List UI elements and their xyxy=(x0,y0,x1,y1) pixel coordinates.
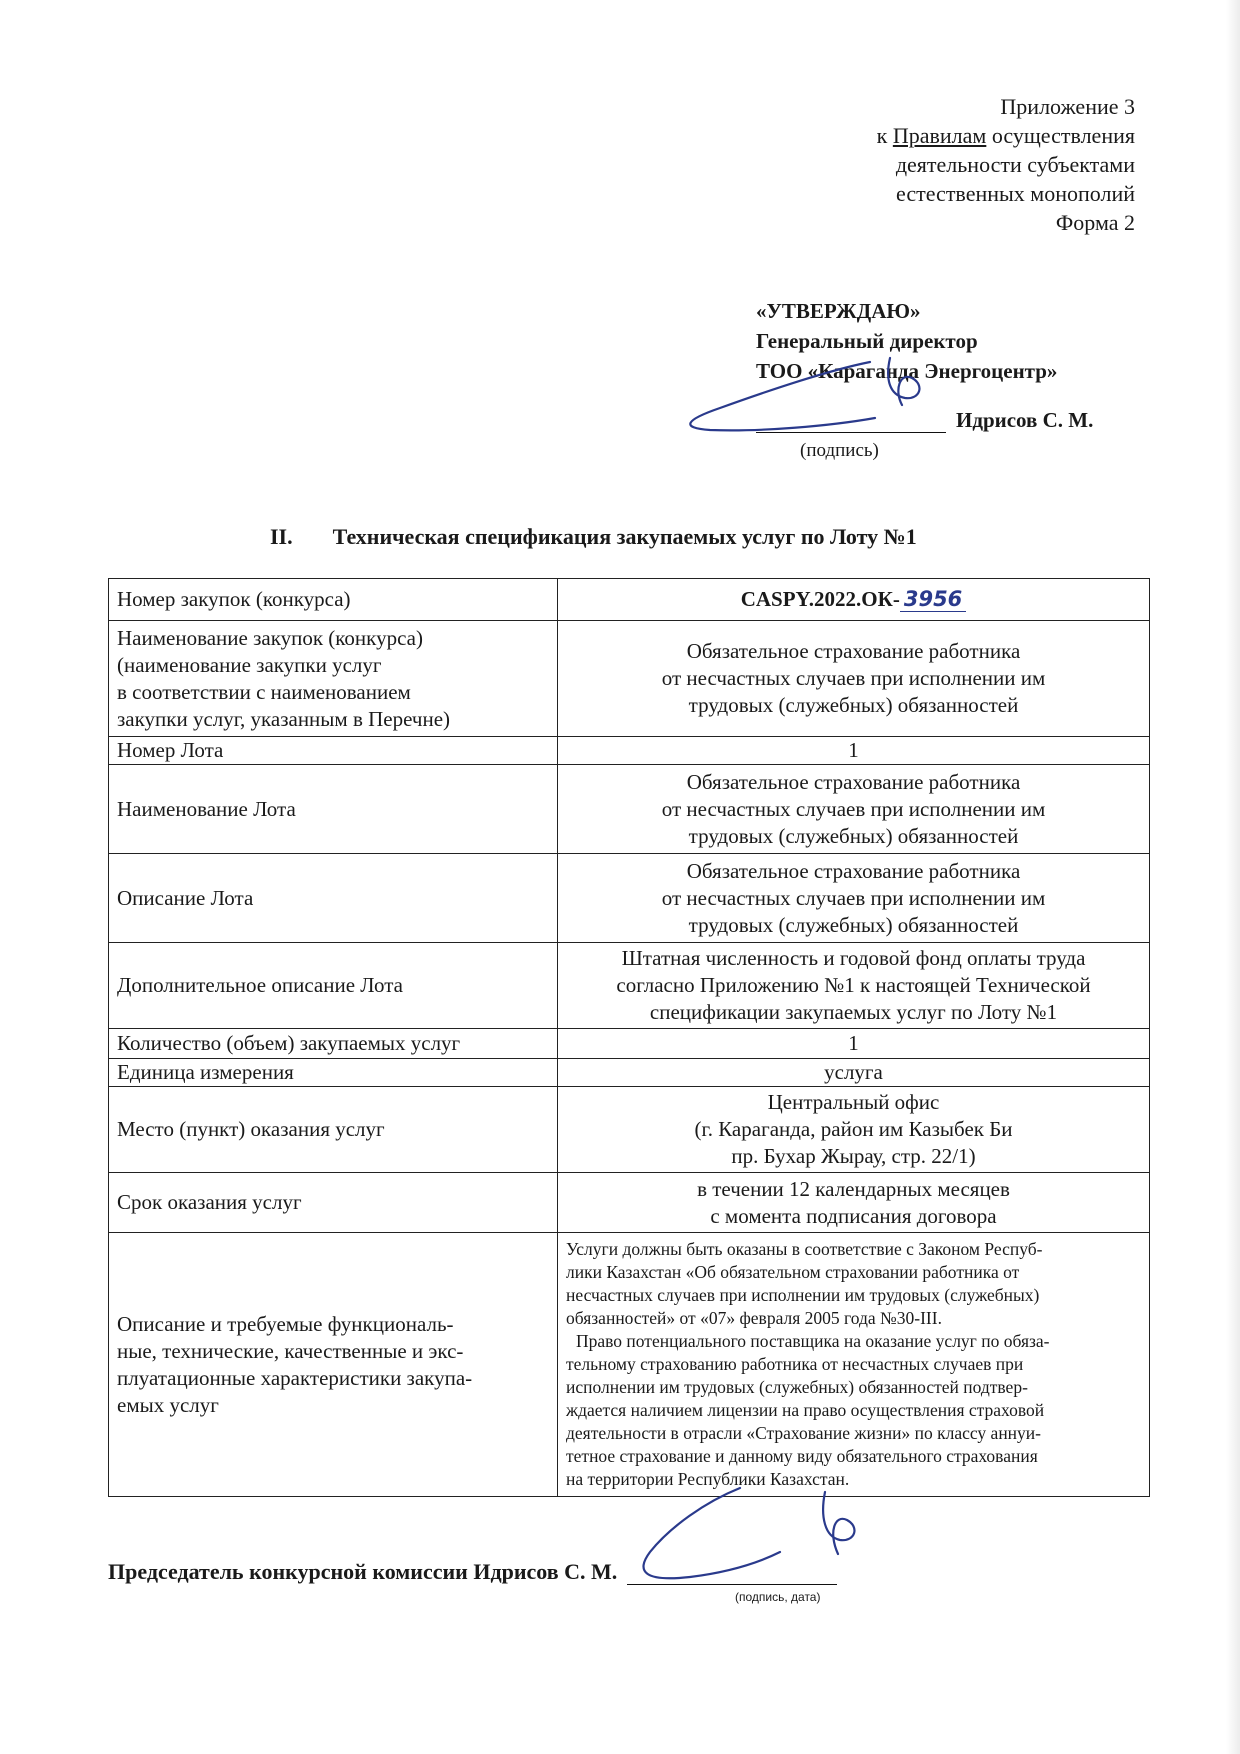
appendix-line-3: деятельности субъектами xyxy=(895,152,1135,177)
unit-value: услуга xyxy=(558,1059,1150,1087)
table-row xyxy=(109,737,1150,765)
chairman-signature-line xyxy=(627,1558,837,1585)
lot-additional-description-label: Дополнительное описание Лота xyxy=(109,943,558,1029)
quantity-value: 1 xyxy=(558,1029,1150,1059)
section-number: II. xyxy=(270,524,293,549)
lot-number-value: 1 xyxy=(558,737,1150,765)
service-location-label: Место (пункт) оказания услуг xyxy=(109,1087,558,1173)
approver-signature-caption: (подпись) xyxy=(800,440,879,461)
appendix-line-4: естественных монополий xyxy=(896,181,1135,206)
specification-table xyxy=(108,578,1150,1497)
table-row xyxy=(109,1029,1150,1059)
scan-edge-shadow xyxy=(1226,0,1240,1754)
approver-company: ТОО «Караганда Энергоцентр» xyxy=(756,359,1058,383)
table-row xyxy=(109,943,1150,1029)
lot-description-label: Описание Лота xyxy=(109,854,558,943)
section-heading xyxy=(270,524,917,550)
procurement-number-handwritten: 3956 xyxy=(900,587,966,612)
procurement-number-value: CASPY.2022.ОК- 3956 xyxy=(558,579,1150,621)
lot-name-label: Наименование Лота xyxy=(109,765,558,854)
form-number: Форма 2 xyxy=(1055,210,1135,235)
director-signature xyxy=(680,350,950,440)
table-row xyxy=(109,854,1150,943)
approver-name: Идрисов С. М. xyxy=(956,408,1094,432)
approve-label: «УТВЕРЖДАЮ» xyxy=(756,299,921,323)
service-requirements-label: Описание и требуемые функциональ- ные, технические, качественные и экс- плуатационные характеристики закупа- емых услуг xyxy=(109,1233,558,1497)
table-row xyxy=(109,579,1150,621)
appendix-number: Приложение 3 xyxy=(1000,94,1135,119)
appendix-header xyxy=(877,92,1135,237)
rules-link[interactable]: Правилам xyxy=(892,123,987,148)
approver-position: Генеральный директор xyxy=(756,329,978,353)
lot-description-value: Обязательное страхование работника от несчастных случаев при исполнении им трудовых (служебных) обязанностей xyxy=(558,854,1150,943)
chairman-signature-row xyxy=(108,1558,837,1585)
table-row xyxy=(109,765,1150,854)
procurement-name-label: Наименование закупок (конкурса) (наименование закупки услуг в соответствии с наименованием закупки услуг, указанным в Перечне) xyxy=(109,621,558,737)
service-requirements-value: Услуги должны быть оказаны в соответствие с Законом Респуб- лики Казахстан «Об обязательном страховании работника от несчастных случаев при исполнении им трудовых (служебных) обязанностей» от «07» февраля 2005 года №30-III. Право потенциального поставщика на оказание услуг по обяза- тельному страхованию работника от несчастных случаев при исполнении им трудовых (служебных) обязанностей подтвер- ждается наличием лицензии на право осуществления страховой деятельности в отрасли «Страхование жизни» по классу аннуи- тетное страхование и данному виду обязательного страхования на территории Республики Казахстан. xyxy=(558,1233,1150,1497)
procurement-name-value: Обязательное страхование работника от несчастных случаев при исполнении им трудовых (служебных) обязанностей xyxy=(558,621,1150,737)
section-title: Техническая спецификация закупаемых услуг по Лоту №1 xyxy=(332,524,917,549)
table-row xyxy=(109,1087,1150,1173)
procurement-number-label: Номер закупок (конкурса) xyxy=(109,579,558,621)
lot-number-label: Номер Лота xyxy=(109,737,558,765)
chairman-label: Председатель конкурсной комиссии Идрисов С. М. xyxy=(108,1559,618,1584)
table-row xyxy=(109,1233,1150,1497)
service-term-value: в течении 12 календарных месяцев с момента подписания договора xyxy=(558,1173,1150,1233)
service-location-value: Центральный офис (г. Караганда, район им Казыбек Би пр. Бухар Жырау, стр. 22/1) xyxy=(558,1087,1150,1173)
quantity-label: Количество (объем) закупаемых услуг xyxy=(109,1029,558,1059)
table-row xyxy=(109,1173,1150,1233)
table-row xyxy=(109,621,1150,737)
lot-additional-description-value: Штатная численность и годовой фонд оплаты труда согласно Приложению №1 к настоящей Технической спецификации закупаемых услуг по Лоту №1 xyxy=(558,943,1150,1029)
unit-label: Единица измерения xyxy=(109,1059,558,1087)
lot-name-value: Обязательное страхование работника от несчастных случаев при исполнении им трудовых (служебных) обязанностей xyxy=(558,765,1150,854)
appendix-rules-line: к Правилам осуществления xyxy=(876,123,1135,148)
service-term-label: Срок оказания услуг xyxy=(109,1173,558,1233)
table-row xyxy=(109,1059,1150,1087)
chairman-signature-caption: (подпись, дата) xyxy=(735,1590,821,1604)
